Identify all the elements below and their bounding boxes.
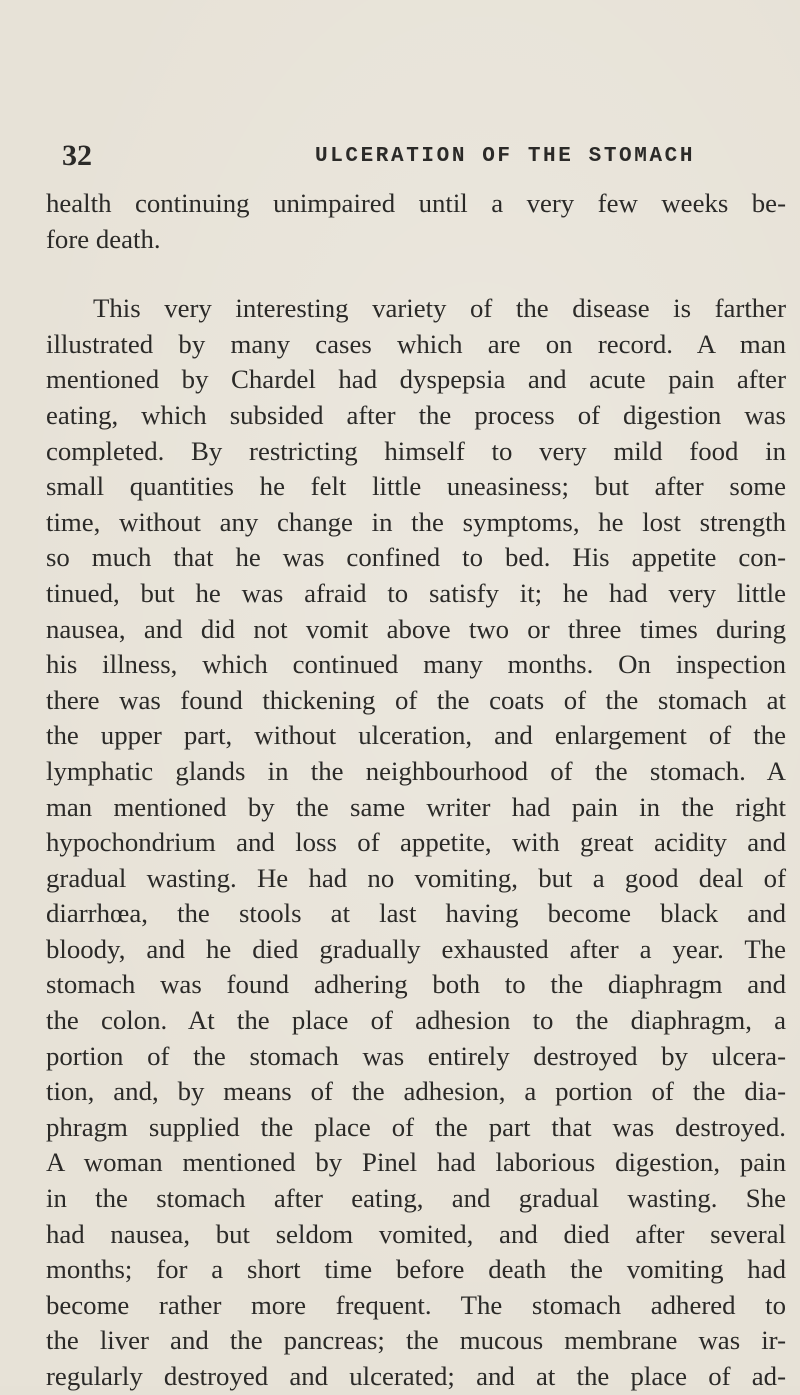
paragraph-spacer (46, 257, 786, 291)
paragraph-2 (46, 291, 786, 1394)
text-line: bloody, and he died gradually exhausted after a year. The (46, 933, 786, 964)
running-head: ULCERATION OF THE STOMACH (315, 145, 696, 168)
text-line: lymphatic glands in the neighbourhood of the stomach. A (46, 755, 786, 786)
text-line: in the stomach after eating, and gradual wasting. She (46, 1183, 786, 1214)
text-line: his illness, which continued many months. On inspection (46, 649, 786, 680)
text-line: there was found thickening of the coats of the stomach at (46, 684, 786, 715)
text-line: tinued, but he was afraid to satisfy it; he had very little (46, 577, 786, 608)
text-line: become rather more frequent. The stomach adhered to (46, 1289, 786, 1320)
text-line: hypochondrium and loss of appetite, with great acidity and (46, 827, 786, 858)
text-line: man mentioned by the same writer had pain in the right (46, 791, 786, 822)
text-line: the liver and the pancreas; the mucous membrane was ir- (46, 1325, 786, 1356)
text-line: regularly destroyed and ulcerated; and at the place of ad- (46, 1361, 786, 1391)
text-line: illustrated by many cases which are on record. A man (46, 328, 786, 359)
paragraph-1 (46, 186, 786, 257)
text-line: small quantities he felt little uneasiness; but after some (46, 471, 786, 502)
text-line: diarrhœa, the stools at last having become black and (46, 898, 786, 929)
text-line: completed. By restricting himself to very mild food in (46, 435, 786, 466)
text-line: so much that he was confined to bed. His appetite con- (46, 542, 786, 573)
text-line: gradual wasting. He had no vomiting, but a good deal of (46, 862, 786, 893)
text-line: time, without any change in the symptoms, he lost strength (46, 506, 786, 537)
text-line: nausea, and did not vomit above two or three times during (46, 613, 786, 644)
text-line: phragm supplied the place of the part that was destroyed. (46, 1111, 786, 1142)
page-number: 32 (62, 139, 92, 172)
text-line: mentioned by Chardel had dyspepsia and acute pain after (46, 364, 786, 395)
text-line: stomach was found adhering both to the diaphragm and (46, 969, 786, 1000)
text-line: health continuing unimpaired until a very few weeks be- (46, 188, 786, 218)
text-line: A woman mentioned by Pinel had laborious digestion, pain (46, 1147, 786, 1178)
text-line: the upper part, without ulceration, and enlargement of the (46, 720, 786, 751)
text-line: had nausea, but seldom vomited, and died after several (46, 1218, 786, 1249)
text-line: This very interesting variety of the disease is farther (93, 293, 786, 324)
text-line: portion of the stomach was entirely destroyed by ulcera- (46, 1040, 786, 1071)
text-line: eating, which subsided after the process of digestion was (46, 399, 786, 430)
text-line: tion, and, by means of the adhesion, a portion of the dia- (46, 1076, 786, 1107)
text-line: months; for a short time before death the vomiting had (46, 1254, 786, 1285)
body-text (46, 186, 786, 1395)
text-line: fore death. (46, 223, 161, 254)
text-line: the colon. At the place of adhesion to the diaphragm, a (46, 1005, 786, 1036)
page-header (62, 136, 760, 176)
